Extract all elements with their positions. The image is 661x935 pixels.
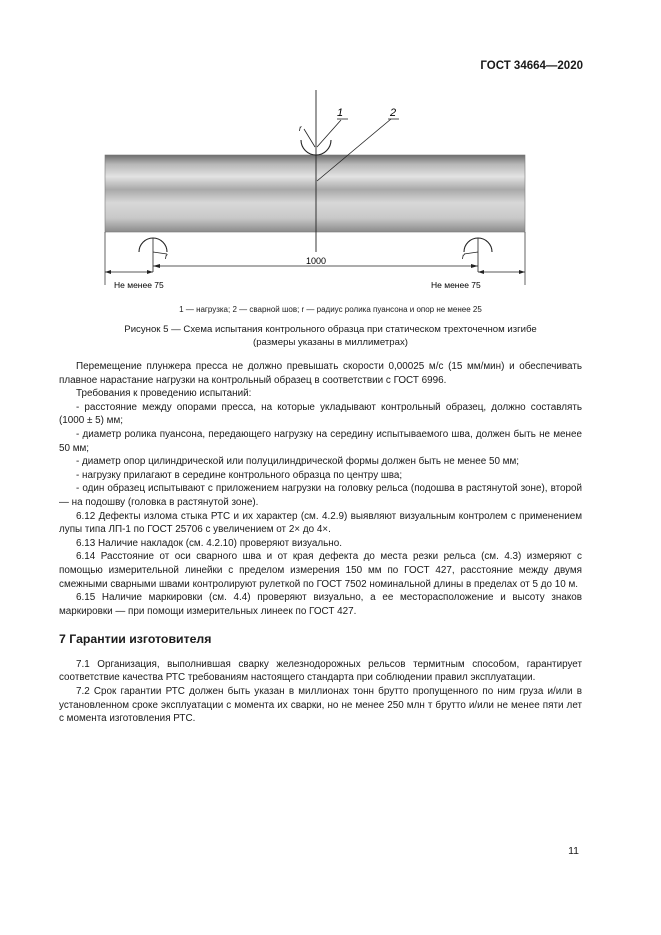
span-dimension-label: 1000 bbox=[305, 256, 327, 266]
list-item: - диаметр ролика пуансона, передающего нагрузку на середину испытываемого шва, должен быть не менее 50 мм; bbox=[59, 428, 582, 454]
clause-6-12: 6.12 Дефекты излома стыка РТС и их характер (см. 4.2.9) выявляют визуальным контролем с применением лупы типа ЛП-1 по ГОСТ 25706 с увеличением от 2× до 4×. bbox=[59, 510, 582, 536]
page-number: 11 bbox=[568, 845, 579, 857]
figure-caption-title: Рисунок 5 — Схема испытания контрольного образца при статическом трехточечном изгибе bbox=[124, 324, 537, 335]
paragraph: Требования к проведению испытаний: bbox=[76, 388, 252, 400]
clause-6-15: 6.15 Наличие маркировки (см. 4.4) проверяют визуально, а ее месторасположение и высоту знаков маркировки — при помощи измерительных линеек по ГОСТ 427. bbox=[59, 592, 582, 617]
right-support-radius-label: r bbox=[462, 252, 465, 261]
right-overhang-dimension bbox=[431, 270, 525, 290]
callout-1-leader bbox=[317, 120, 341, 147]
clause-6-13: 6.13 Наличие накладок (см. 4.2.10) проверяют визуально. bbox=[76, 537, 342, 549]
list-item: - расстояние между опорами пресса, на которые укладывают контрольный образец, должно составлять (1000 ± 5) мм; bbox=[59, 401, 582, 427]
list-item: - диаметр опор цилиндрической или полуцилиндрической формы должен быть не менее 50 мм; bbox=[76, 456, 519, 468]
callout-2-label: 2 bbox=[390, 107, 397, 119]
right-support-roller bbox=[462, 238, 492, 272]
callout-1-label: 1 bbox=[337, 107, 344, 119]
document-header: ГОСТ 34664—2020 bbox=[480, 60, 583, 72]
figure-caption-units: (размеры указаны в миллиметрах) bbox=[253, 337, 408, 348]
paragraph: Перемещение плунжера пресса не должно превышать скорости 0,00025 м/с (15 мм/мин) и обеспечивать плавное нарастание нагрузки на контрольный образец в соответствии с ГОСТ 6996. bbox=[59, 361, 582, 386]
load-punch-roller bbox=[299, 124, 331, 155]
section-heading: 7 Гарантии изготовителя bbox=[59, 632, 212, 647]
left-support-roller bbox=[139, 238, 168, 272]
left-overhang-label: Не менее 75 bbox=[114, 280, 164, 290]
list-item: - нагрузку прилагают в середине контрольного образца по центру шва; bbox=[76, 469, 403, 481]
test-scheme-figure bbox=[0, 0, 661, 320]
list-item: - один образец испытывают с приложением нагрузки на головку рельса (подошва в растянутой зоне), второй — на подошву (головка в растянутой зоне). bbox=[59, 483, 582, 508]
figure-caption bbox=[0, 323, 661, 349]
clause-6-14: 6.14 Расстояние от оси сварного шва и от края дефекта до места резки рельса (см. 4.3) измеряют с помощью измерительной линейки с пределом измерения 150 мм по ГОСТ 427, расстояние между двумя смежными сварными швами контролируют рулеткой по ГОСТ 7502 номинальной длины в пределах от 5 до 10 м. bbox=[59, 551, 582, 590]
rail-specimen bbox=[105, 155, 525, 232]
punch-radius-label: r bbox=[299, 124, 302, 133]
clause-7-1: 7.1 Организация, выполнившая сварку железнодорожных рельсов термитным способом, гарантирует соответствие качества РТС требованиям настоящего стандарта при соблюдении правил эксплуатации. bbox=[59, 658, 582, 684]
right-overhang-label: Не менее 75 bbox=[431, 280, 481, 290]
body-text bbox=[59, 360, 582, 726]
figure-legend: 1 — нагрузка; 2 — сварной шов; r — радиус ролика пуансона и опор не менее 25 bbox=[179, 305, 482, 314]
clause-7-2: 7.2 Срок гарантии РТС должен быть указан в миллионах тонн брутто пропущенного по ним груза и/или в установленном сроке эксплуатации с момента их сварки, но не менее 250 млн т брутто и/или не менее пяти лет с момента изготовления РТС. bbox=[59, 686, 582, 725]
span-dimension-line bbox=[153, 256, 478, 268]
left-overhang-dimension bbox=[105, 270, 164, 290]
left-support-radius-label: r bbox=[165, 252, 168, 261]
